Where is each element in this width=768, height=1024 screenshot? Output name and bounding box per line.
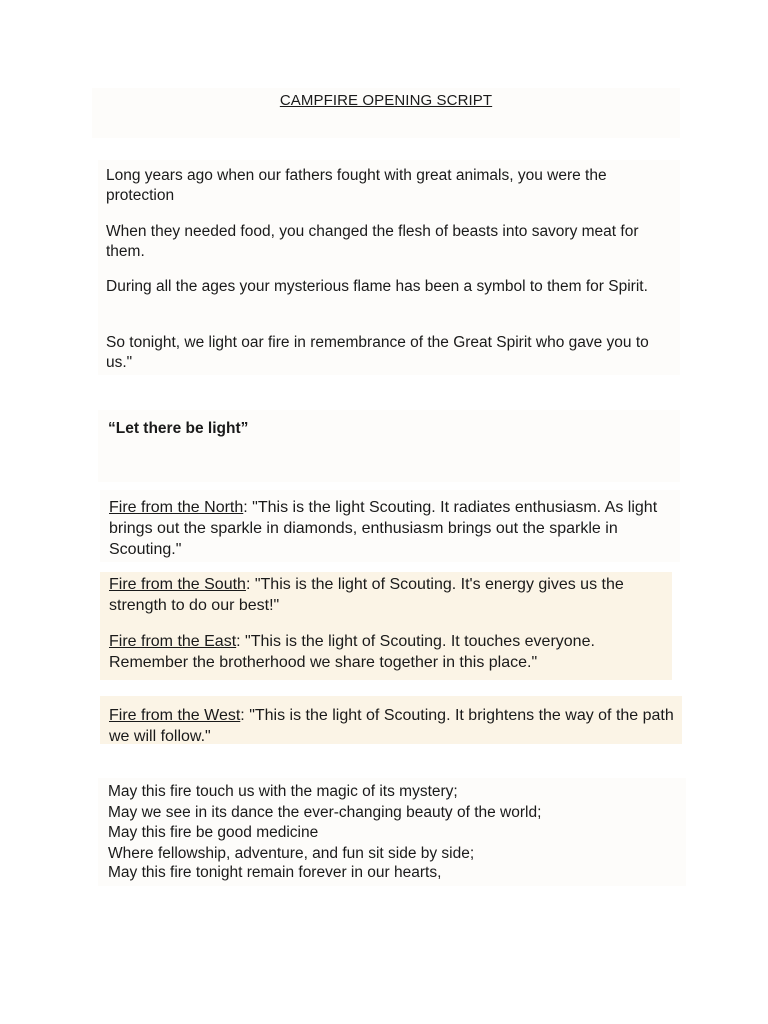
fire-south-east-section (100, 572, 672, 680)
fire-west-paragraph (109, 705, 681, 747)
closing-line: May this fire tonight remain forever in our hearts, (108, 864, 442, 881)
title-section (92, 88, 680, 138)
fire-south-text: : "This is the light of Scouting. It's energy gives us the strength to do our best!" (109, 576, 624, 614)
light-section (98, 410, 680, 482)
document-title: CAMPFIRE OPENING SCRIPT (279, 92, 493, 109)
closing-line: Where fellowship, adventure, and fun sit side by side; (108, 845, 475, 862)
closing-line: May this fire touch us with the magic of its mystery; (108, 783, 458, 800)
fire-east-paragraph (109, 631, 649, 673)
fire-south-label: Fire from the South (109, 576, 246, 593)
fire-west-label: Fire from the West (109, 707, 241, 724)
fire-east-text: : "This is the light of Scouting. It touches everyone. Remember the brotherhood we share together in this place." (109, 633, 595, 671)
fire-north-section (100, 490, 680, 562)
fire-south-paragraph (109, 574, 674, 616)
closing-section (98, 778, 686, 886)
fire-north-paragraph (109, 497, 674, 560)
fire-west-section (100, 696, 682, 744)
fire-north-text: : "This is the light Scouting. It radiates enthusiasm. As light brings out the sparkle in diamonds, enthusiasm brings out the sparkle in Scouting." (109, 499, 658, 558)
intro-paragraph-4: So tonight, we light oar fire in remembrance of the Great Spirit who gave you to us." (106, 334, 649, 371)
closing-line: May this fire be good medicine (108, 824, 319, 841)
intro-paragraph-2: When they needed food, you changed the flesh of beasts into savory meat for them. (106, 223, 639, 260)
fire-east-label: Fire from the East (109, 633, 237, 650)
closing-line: May we see in its dance the ever-changing beauty of the world; (108, 804, 542, 821)
intro-paragraph-3: During all the ages your mysterious flame has been a symbol to them for Spirit. (106, 278, 648, 295)
intro-section (98, 160, 680, 375)
fire-north-label: Fire from the North (109, 499, 244, 516)
light-heading: “Let there be light” (108, 420, 249, 437)
fire-west-text: : "This is the light of Scouting. It brightens the way of the path we will follow." (109, 707, 674, 745)
intro-paragraph-1: Long years ago when our fathers fought with great animals, you were the protection (106, 167, 607, 204)
